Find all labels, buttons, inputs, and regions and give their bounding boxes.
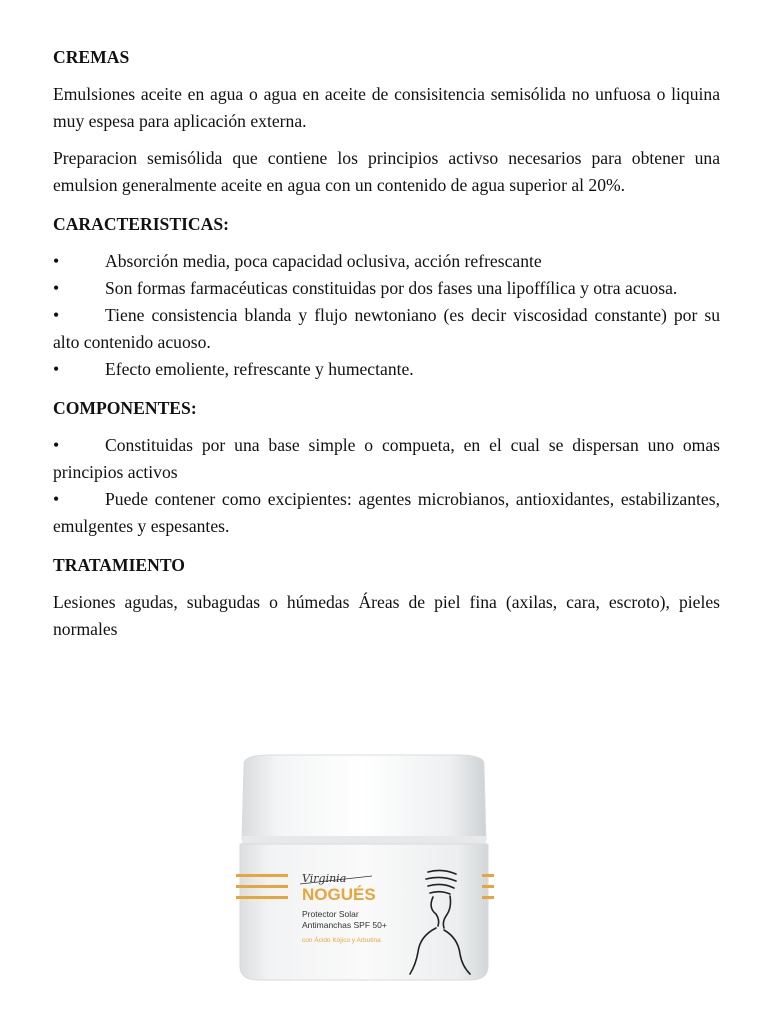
cream-jar-illustration — [230, 752, 498, 987]
product-line-3: con Ácido Kójico y Arbutina — [302, 937, 381, 944]
cremas-paragraph-1: Emulsiones aceite en agua o agua en aceite de consisitencia semisólida no unfuosa o liquina muy espesa para aplicación externa. — [53, 84, 720, 131]
product-line-1: Protector Solar — [302, 909, 359, 919]
componente-item: • Constituidas por una base simple o compueta, en el cual se dispersan uno omas principios activos — [53, 432, 720, 486]
brand-script: Virginia — [302, 872, 347, 885]
document-body — [53, 44, 720, 643]
cremas-paragraph-2: Preparacion semisólida que contiene los principios activso necesarios para obtener una emulsion generalmente aceite en agua con un contenido de agua superior al 20%. — [53, 148, 720, 195]
bullet-icon: • — [53, 305, 60, 325]
heading-caracteristicas: CARACTERISTICAS: — [53, 214, 229, 234]
caracteristica-item: • Son formas farmacéuticas constituidas por dos fases una lipoffílica y otra acuosa. — [53, 275, 720, 302]
bullet-icon: • — [53, 278, 60, 298]
product-image — [230, 752, 498, 987]
caracteristica-item: • Tiene consistencia blanda y flujo newtoniano (es decir viscosidad constante) por su alto contenido acuoso. — [53, 302, 720, 356]
tratamiento-paragraph: Lesiones agudas, subagudas o húmedas Áreas de piel fina (axilas, cara, escroto), pieles normales — [53, 592, 720, 639]
bullet-icon: • — [53, 251, 60, 271]
bullet-icon: • — [53, 359, 60, 379]
brand-name: NOGUÉS — [302, 885, 376, 904]
heading-cremas: CREMAS — [53, 47, 130, 67]
product-line-2: Antimanchas SPF 50+ — [302, 920, 387, 930]
heading-componentes: COMPONENTES: — [53, 398, 197, 418]
bullet-icon: • — [53, 435, 60, 455]
caracteristica-item: • Efecto emoliente, refrescante y humectante. — [53, 356, 720, 383]
heading-tratamiento: TRATAMIENTO — [53, 555, 185, 575]
componente-item: • Puede contener como excipientes: agentes microbianos, antioxidantes, estabilizantes, emulgentes y espesantes. — [53, 486, 720, 540]
caracteristica-item: • Absorción media, poca capacidad oclusiva, acción refrescante — [53, 248, 720, 275]
bullet-icon: • — [53, 489, 60, 509]
